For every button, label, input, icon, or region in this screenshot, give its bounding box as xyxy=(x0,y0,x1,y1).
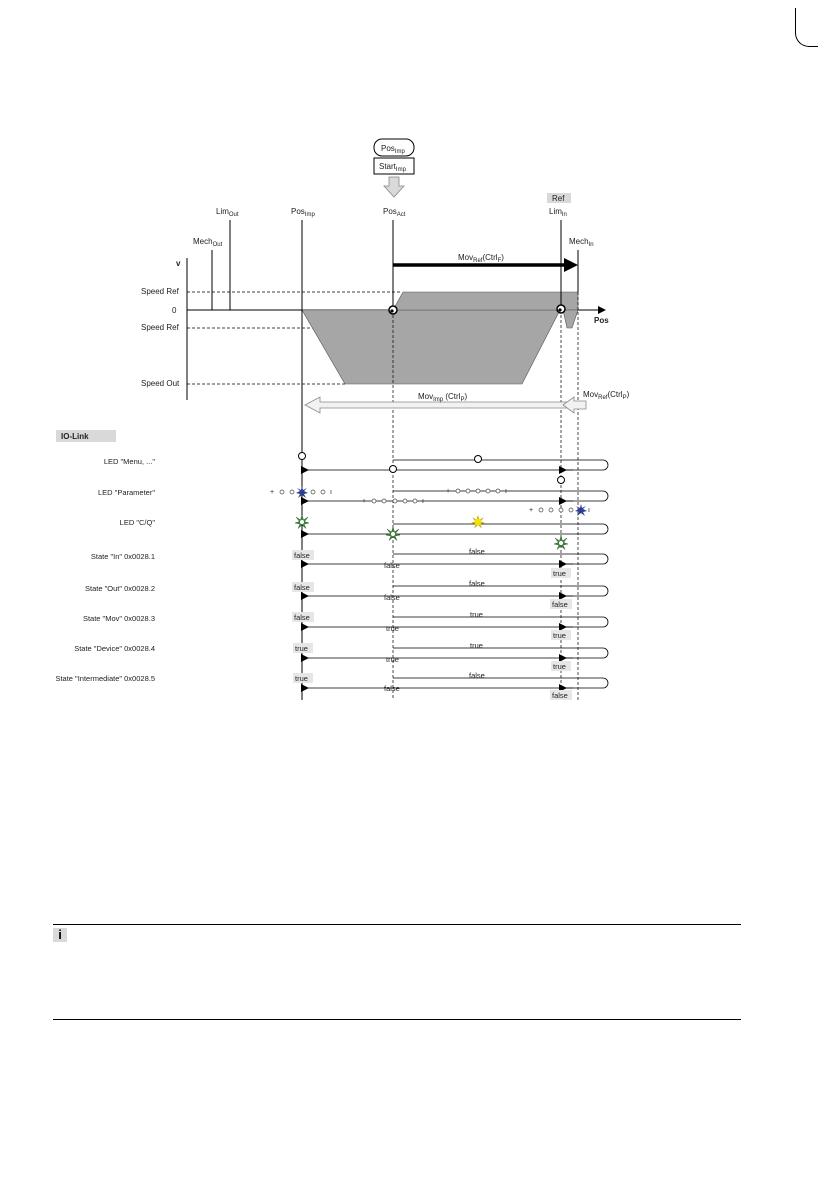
speed-ref-pos-label: Speed Ref xyxy=(141,287,179,296)
row-label-state-intermediate: State "Intermediate" 0x0028.5 xyxy=(55,674,155,683)
led-menu-off-icon xyxy=(299,453,306,460)
info-rule-bottom xyxy=(53,1019,741,1020)
led-parameter-minus-icon: ı xyxy=(330,489,332,496)
led-menu-off-icon xyxy=(558,477,565,484)
row-label-state-device: State "Device" 0x0028.4 xyxy=(74,644,155,653)
svg-text:ı: ı xyxy=(505,488,507,495)
state-device-imp: true xyxy=(295,644,308,653)
state-in-ref: true xyxy=(553,569,566,578)
svg-text:+: + xyxy=(446,488,451,495)
velocity-profile-negative xyxy=(302,310,560,384)
lim-in-label: Lim$_{In}$ xyxy=(549,207,567,218)
state-in-fwd: false xyxy=(469,547,485,556)
pos-act-label: Pos$_{Act}$ xyxy=(383,207,406,218)
speed-ref-neg-label: Speed Ref xyxy=(141,323,179,332)
svg-text:+: + xyxy=(529,507,534,514)
io-link-header: IO-Link xyxy=(61,432,89,441)
row-label-led-parameter: LED "Parameter" xyxy=(97,488,155,497)
state-device-back: true xyxy=(386,655,399,664)
state-in-back: false xyxy=(384,561,400,570)
speed-out-label: Speed Out xyxy=(141,379,180,388)
state-out-ref: false xyxy=(552,600,568,609)
row-label-led-menu: LED "Menu, ..." xyxy=(103,457,155,466)
lim-out-label: Lim$_{Out}$ xyxy=(216,207,239,218)
led-menu-off-icon xyxy=(475,456,482,463)
pos-imp-label: Pos$_{Imp}$ xyxy=(291,207,315,218)
pos-imp-box-sub: Imp xyxy=(394,149,405,155)
state-intermediate-back: false xyxy=(384,684,400,693)
pos-axis-label: Pos xyxy=(594,316,609,325)
signal-loop-state-in xyxy=(308,554,608,564)
led-menu-off-icon xyxy=(390,466,397,473)
down-arrow-icon xyxy=(384,177,404,197)
state-mov-fwd: true xyxy=(470,610,483,619)
state-in-imp: false xyxy=(294,551,310,560)
led-parameter-plus-icon: + xyxy=(270,489,275,496)
svg-text:ı: ı xyxy=(422,498,424,505)
velocity-profile-ref xyxy=(563,310,578,328)
mov-ref-right-arrow-icon xyxy=(563,397,586,413)
state-device-ref: true xyxy=(553,662,566,671)
row-label-led-cq: LED "C/Q" xyxy=(119,518,155,527)
state-out-imp: false xyxy=(294,583,310,592)
v-axis-label: v xyxy=(176,259,181,268)
zero-label: 0 xyxy=(172,306,177,315)
pos-imp-box-label: Pos xyxy=(381,144,395,153)
state-intermediate-ref: false xyxy=(552,691,568,700)
mech-out-label: Mech$_{Out}$ xyxy=(193,237,223,248)
signal-loop-state-intermediate xyxy=(308,678,608,688)
pos-act-marker-dot xyxy=(390,309,393,312)
state-values xyxy=(292,547,572,700)
mov-ref-top-label: Mov$_{Ref}$(Ctrl$_F$) xyxy=(458,253,504,264)
input-boxes xyxy=(374,139,414,197)
state-mov-ref: true xyxy=(553,631,566,640)
signal-loop-state-device xyxy=(308,648,608,658)
led-cq-yellow-icon xyxy=(471,515,485,529)
row-label-state-in: State "In" 0x0028.1 xyxy=(90,552,155,561)
start-imp-box-label: Start xyxy=(379,162,396,171)
signal-loop-state-out xyxy=(308,586,608,596)
mov-ref-right-label: Mov$_{Ref}$(Ctrl$_P$) xyxy=(583,390,630,401)
state-out-back: false xyxy=(384,593,400,602)
state-intermediate-fwd: false xyxy=(469,671,485,680)
mov-imp-label: Mov$_{Imp}$ (Ctrl$_P$) xyxy=(418,392,468,403)
info-icon: i xyxy=(53,928,67,942)
lim-in-marker-dot xyxy=(558,308,561,311)
info-rule-top xyxy=(53,924,741,925)
led-cq-indicators xyxy=(295,515,568,550)
led-menu-indicators xyxy=(299,453,565,484)
pos-axis-arrow-icon xyxy=(598,306,606,314)
mech-in-label: Mech$_{In}$ xyxy=(569,237,594,248)
row-labels xyxy=(55,457,155,683)
signal-loop-state-mov xyxy=(308,617,608,627)
start-imp-box-sub: Imp xyxy=(395,167,406,173)
state-intermediate-imp: true xyxy=(295,674,308,683)
mov-ref-arrow-head-icon xyxy=(564,258,578,272)
state-out-fwd: false xyxy=(469,579,485,588)
ref-tag-label: Ref xyxy=(552,194,565,203)
signal-loop-led-menu xyxy=(308,460,608,470)
row-label-state-out: State "Out" 0x0028.2 xyxy=(85,584,155,593)
led-parameter-blue-icon xyxy=(575,504,587,516)
state-mov-back: true xyxy=(386,624,399,633)
signal-loop-led-cq xyxy=(308,524,608,534)
state-mov-imp: false xyxy=(294,613,310,622)
state-device-fwd: true xyxy=(470,641,483,650)
svg-text:+: + xyxy=(362,498,367,505)
velocity-profile-positive xyxy=(393,292,578,310)
row-label-state-mov: State "Mov" 0x0028.3 xyxy=(82,614,155,623)
svg-text:ı: ı xyxy=(588,507,590,514)
